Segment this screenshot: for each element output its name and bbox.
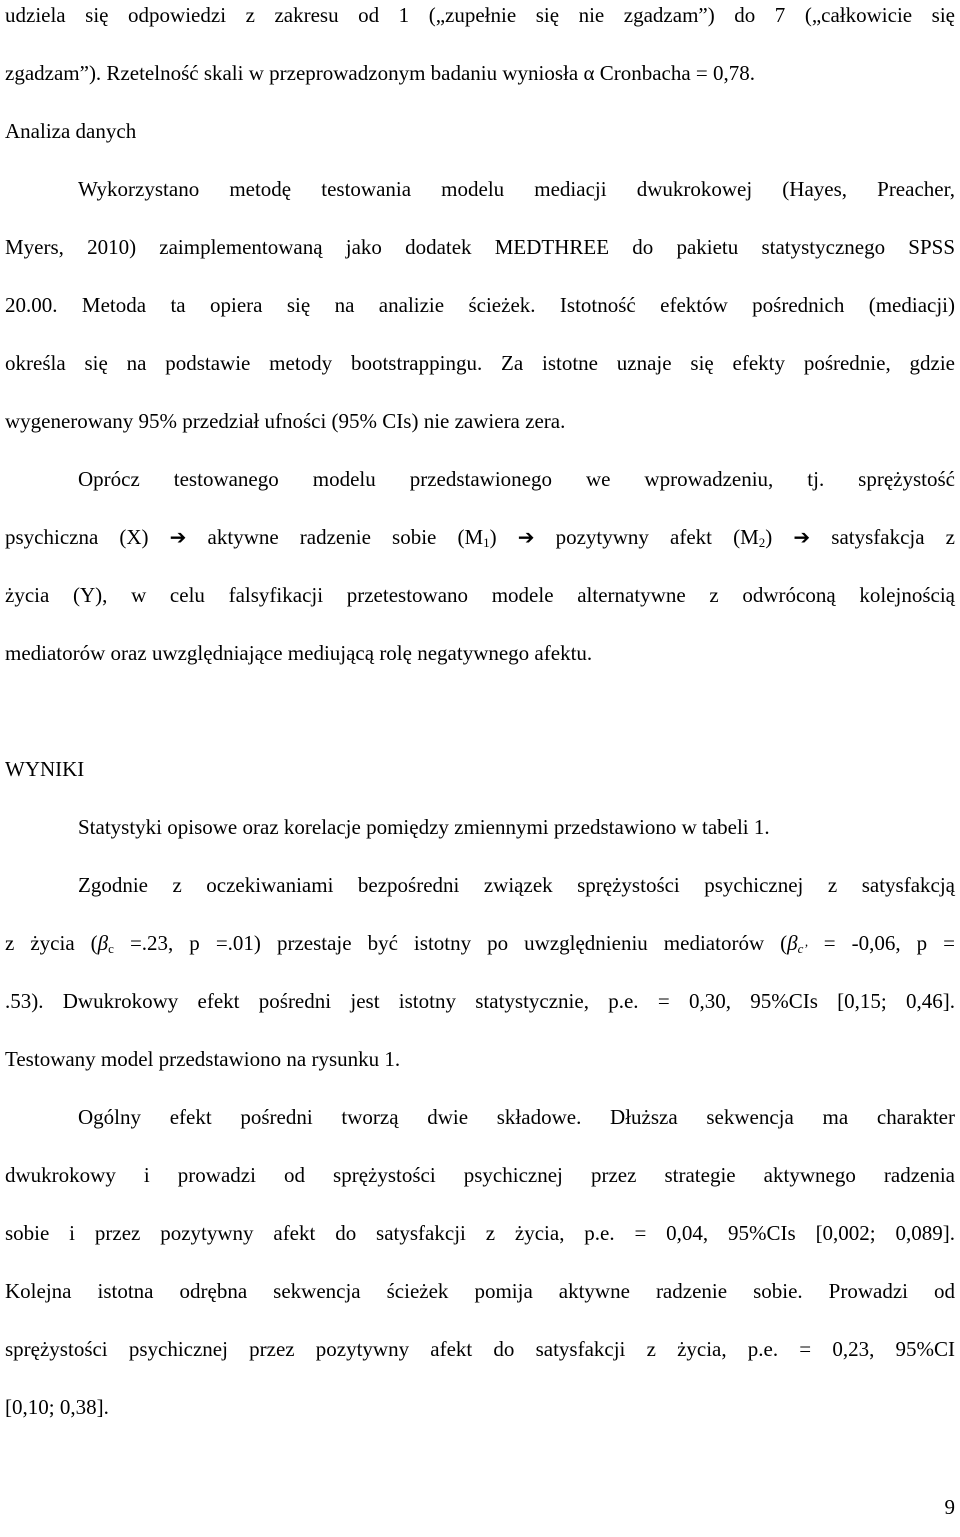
stats-line: z życia ($\beta_c =.23$, p =.01) przestaje być istotny po uwzględnieniu mediatorów ($\beta_{c’} = -0,06$, p = xyxy=(5,931,955,956)
text-line: Myers, 2010) zaimplementowaną jako dodatek MEDTHREE do pakietu statystycznego SPSS xyxy=(5,235,955,259)
text-fragment: satysfakcja z xyxy=(831,525,956,549)
text-line: Statystyki opisowe oraz korelacje pomiędzy zmiennymi przedstawiono w tabeli 1. xyxy=(78,815,770,839)
section-heading-data-analysis: Analiza danych xyxy=(5,119,137,143)
text-line: sobie i przez pozytywny afekt do satysfakcji z życia, p.e. = 0,04, 95%CIs [0,002; 0,089]. xyxy=(5,1221,955,1245)
text-line: Testowany model przedstawiono na rysunku 1. xyxy=(5,1047,401,1071)
arrow-right-icon: ➔ xyxy=(793,525,811,549)
text-line: Zgodnie z oczekiwaniami bezpośredni związek sprężystości psychicznej z satysfakcją xyxy=(78,873,955,897)
text-line: [0,10; 0,38]. xyxy=(5,1395,109,1419)
text-line: .53). Dwukrokowy efekt pośredni jest istotny statystycznie, p.e. = 0,30, 95%CIs [0,15; 0,46]. xyxy=(5,989,955,1013)
text-line: Oprócz testowanego modelu przedstawionego we wprowadzeniu, tj. sprężystość xyxy=(78,467,955,491)
section-heading-results: WYNIKI xyxy=(5,757,85,781)
text-line: udziela się odpowiedzi z zakresu od 1 („zupełnie się nie zgadzam”) do 7 („całkowicie się xyxy=(5,3,955,27)
text-line: zgadzam”). Rzetelność skali w przeprowadzonym badaniu wyniosła α Cronbacha = 0,78. xyxy=(5,61,756,85)
text-fragment: pozytywny afekt $(M_2)$ xyxy=(555,525,773,550)
arrow-right-icon: ➔ xyxy=(517,525,535,549)
text-line: Kolejna istotna odrębna sekwencja ścieżek pomija aktywne radzenie sobie. Prowadzi od xyxy=(5,1279,955,1303)
page-number: 9 xyxy=(944,1495,955,1519)
text-line: 20.00. Metoda ta opiera się na analizie ścieżek. Istotność efektów pośrednich (mediacji) xyxy=(5,293,955,317)
model-path-line xyxy=(5,524,955,550)
text-line: Ogólny efekt pośredni tworzą dwie składowe. Dłuższa sekwencja ma charakter xyxy=(78,1105,955,1129)
text-line: wygenerowany 95% przedział ufności (95% CIs) nie zawiera zera. xyxy=(5,409,566,433)
text-fragment: aktywne radzenie sobie $(M_1)$ xyxy=(207,525,497,550)
text-fragment: psychiczna (X) xyxy=(5,525,149,549)
text-line: sprężystości psychicznej przez pozytywny afekt do satysfakcji z życia, p.e. = 0,23, 95%CI xyxy=(5,1337,955,1361)
text-line: określa się na podstawie metody bootstrappingu. Za istotne uznaje się efekty pośrednie, gdzie xyxy=(5,351,955,375)
text-line: Wykorzystano metodę testowania modelu mediacji dwukrokowej (Hayes, Preacher, xyxy=(78,177,955,201)
text-line: mediatorów oraz uwzględniające mediującą rolę negatywnego afektu. xyxy=(5,641,593,665)
text-line: życia (Y), w celu falsyfikacji przetestowano modele alternatywne z odwróconą kolejnością xyxy=(5,583,955,607)
text-line: dwukrokowy i prowadzi od sprężystości psychicznej przez strategie aktywnego radzenia xyxy=(5,1163,955,1187)
arrow-right-icon: ➔ xyxy=(169,525,187,549)
